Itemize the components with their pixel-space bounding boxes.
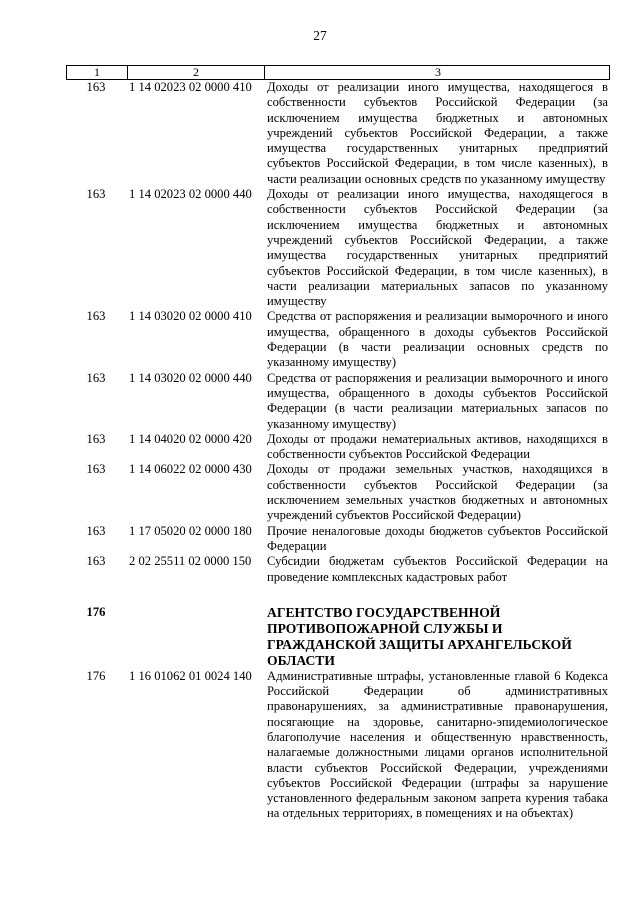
table-row xyxy=(66,462,610,523)
budget-classification-code: 1 14 03020 02 0000 410 xyxy=(129,309,252,324)
table-header-row xyxy=(66,65,610,80)
header-col-1: 1 xyxy=(94,65,100,79)
admin-code: 163 xyxy=(86,370,106,385)
budget-classification-code: 1 17 05020 02 0000 180 xyxy=(129,523,252,538)
table-row xyxy=(66,187,610,309)
section-admin-code: 176 xyxy=(86,604,106,619)
revenue-description: Средства от распоряжения и реализации выморочного и иного имущества, обращенного в доходы субъектов Российской Федерации (в части реализации материальных запасов по указанному имуществу) xyxy=(267,370,608,431)
admin-code: 163 xyxy=(86,523,106,538)
budget-classification-code: 1 14 06022 02 0000 430 xyxy=(129,462,252,477)
budget-classification-code: 1 14 04020 02 0000 420 xyxy=(129,431,252,446)
admin-code: 163 xyxy=(86,462,106,477)
section-title: АГЕНТСТВО ГОСУДАРСТВЕННОЙ ПРОТИВОПОЖАРНОЙ СЛУЖБЫ И ГРАЖДАНСКОЙ ЗАЩИТЫ АРХАНГЕЛЬСКОЙ ОБЛАСТИ xyxy=(267,604,572,668)
admin-code: 163 xyxy=(86,309,106,324)
table-row xyxy=(66,371,610,432)
table-row xyxy=(66,554,610,585)
budget-classification-code: 1 14 03020 02 0000 440 xyxy=(129,370,252,385)
section-heading-row xyxy=(66,605,610,669)
table-row xyxy=(66,80,610,187)
table-row xyxy=(66,432,610,463)
revenue-description: Доходы от продажи нематериальных активов, находящихся в собственности субъектов Российской Федерации xyxy=(267,431,608,462)
revenue-table xyxy=(66,65,610,822)
admin-code: 163 xyxy=(86,431,106,446)
revenue-description: Административные штрафы, установленные главой 6 Кодекса Российской Федерации об административных правонарушениях, за административные правонарушения, посягающие на здоровье, санитарно-эпидемиологическое благополучие населения и общественную нравственность, налагаемые должностными лицами органов исполнительной власти субъектов Российской Федерации, учреждениями субъектов Российской Федерации (штрафы за нарушение установленного федеральным законом запрета курения табака на отдельных территориях, в помещениях и на объектах) xyxy=(267,668,608,821)
revenue-description: Средства от распоряжения и реализации выморочного и иного имущества, обращенного в доходы субъектов Российской Федерации (в части реализации основных средств по указанному имуществу) xyxy=(267,309,608,370)
header-col-2: 2 xyxy=(127,66,264,79)
page-number: 27 xyxy=(313,28,327,43)
revenue-description: Доходы от реализации иного имущества, находящегося в собственности субъектов Российской Федерации (за исключением имущества бюджетных и автономных учреждений субъектов Российской Федерации, а также имущества государственных унитарных предприятий субъектов Российской Федерации, в том числе казенных), в части реализации основных средств по указанному имуществу xyxy=(267,80,608,186)
admin-code: 163 xyxy=(86,554,106,569)
table-row xyxy=(66,524,610,555)
revenue-description: Доходы от продажи земельных участков, находящихся в собственности субъектов Российской Федерации (за исключением земельных участков бюджетных и автономных учреждений субъектов Российской Федерации) xyxy=(267,462,608,523)
budget-classification-code: 1 14 02023 02 0000 410 xyxy=(129,80,252,94)
admin-code: 163 xyxy=(86,80,106,94)
revenue-description: Доходы от реализации иного имущества, находящегося в собственности субъектов Российской Федерации (за исключением имущества бюджетных и автономных учреждений субъектов Российской Федерации, а также имущества государственных унитарных предприятий субъектов Российской Федерации, в том числе казенных), в части реализации материальных запасов по указанному имуществу xyxy=(267,187,608,309)
header-col-3: 3 xyxy=(264,66,611,79)
section-code-empty xyxy=(126,605,263,669)
budget-classification-code: 1 14 02023 02 0000 440 xyxy=(129,187,252,202)
budget-classification-code: 1 16 01062 01 0024 140 xyxy=(129,668,252,683)
table-row xyxy=(66,309,610,370)
revenue-description: Прочие неналоговые доходы бюджетов субъектов Российской Федерации xyxy=(267,523,608,553)
admin-code: 163 xyxy=(86,187,106,202)
admin-code: 176 xyxy=(86,668,106,683)
budget-classification-code: 2 02 25511 02 0000 150 xyxy=(129,554,252,569)
revenue-description: Субсидии бюджетам субъектов Российской Федерации на проведение комплексных кадастровых работ xyxy=(267,554,608,584)
table-row xyxy=(66,669,610,822)
